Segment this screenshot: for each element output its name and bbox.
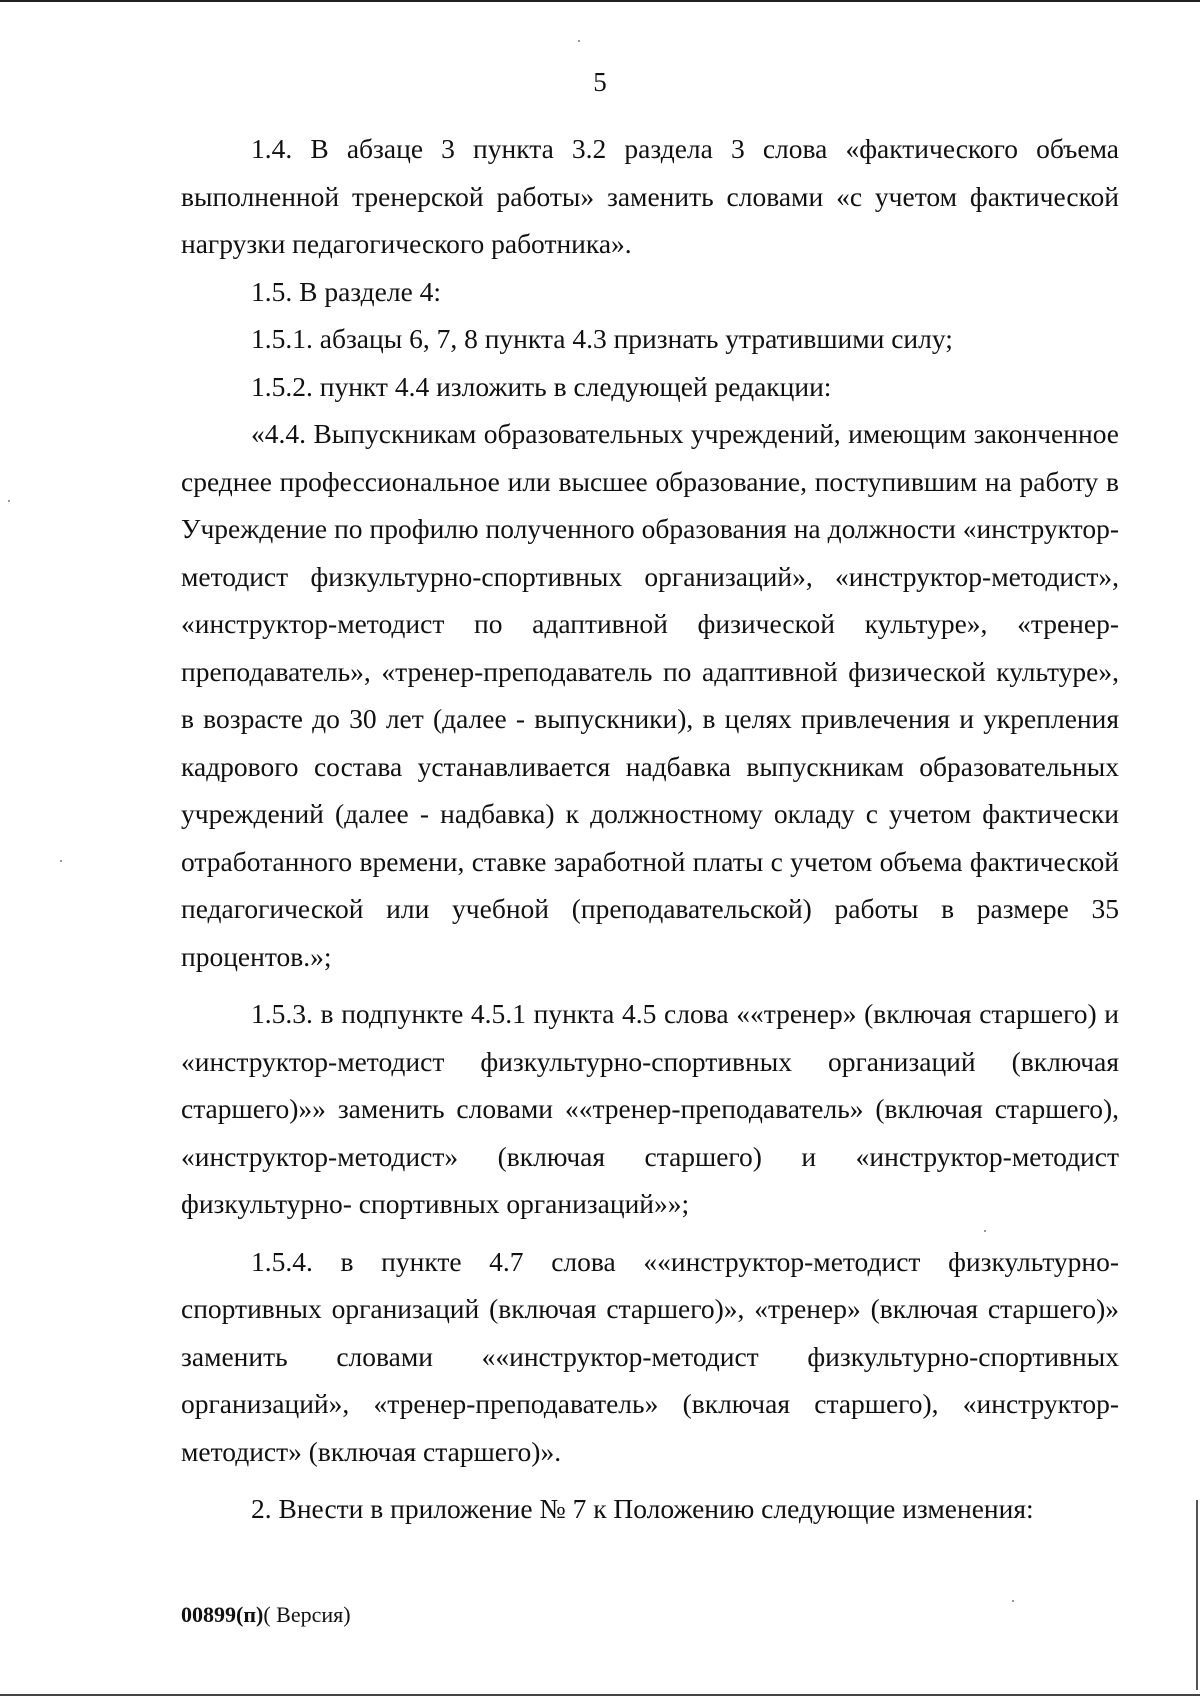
- scan-speck: [8, 500, 10, 502]
- document-version-footer: [181, 1600, 351, 1630]
- paragraph-1-5-2: 1.5.2. пункт 4.4 изложить в следующей редакции:: [251, 370, 832, 402]
- top-border-line: [0, 0, 1200, 2]
- page-number: 5: [593, 67, 607, 97]
- scan-speck: [60, 860, 62, 862]
- document-version-label: ( Версия): [263, 1602, 351, 1627]
- paragraph-1-5-4: 1.5.4. в пункте 4.7 слова ««инструктор-методист физкультурно-спортивных организаций (включая старшего)», «тренер» (включая старшего)» заменить словами ««инструктор-методист физкультурно-спортивных организаций», «тренер-преподаватель» (включая старшего), «инструктор-методист» (включая старшего)».: [181, 1245, 1119, 1467]
- document-code: 00899(п): [181, 1602, 264, 1627]
- bottom-border-line: [0, 1694, 1200, 1696]
- paragraph-4-4-quote: «4.4. Выпускникам образовательных учреждений, имеющим законченное среднее профессиональное или высшее образование, поступившим на работу в Учреждение по профилю полученного образования на должности «инструктор-методист физкультурно-спортивных организаций», «инструктор-методист», «инструктор-методист по адаптивной физической культуре», «тренер-преподаватель», «тренер-преподаватель по адаптивной физической культуре», в возрасте до 30 лет (далее - выпускники), в целях привлечения и укрепления кадрового состава устанавливается надбавка выпускникам образовательных учреждений (далее - надбавка) к должностному окладу с учетом фактически отработанного времени, ставке заработной платы с учетом объема фактической педагогической или учебной (преподавательской) работы в размере 35 процентов.»;: [181, 418, 1119, 972]
- paragraph-1-4: 1.4. В абзаце 3 пункта 3.2 раздела 3 слова «фактического объема выполненной тренерской работы» заменить словами «с учетом фактической нагрузки педагогического работника».: [181, 133, 1119, 259]
- document-body: [181, 125, 1119, 1533]
- scan-edge-mark: [1196, 1500, 1198, 1690]
- paragraph-2: 2. Внести в приложение № 7 к Положению следующие изменения:: [251, 1493, 1034, 1524]
- paragraph-1-5: 1.5. В разделе 4:: [251, 275, 442, 307]
- scan-speck: [578, 40, 580, 42]
- scan-speck: [984, 1230, 986, 1232]
- paragraph-1-5-1: 1.5.1. абзацы 6, 7, 8 пункта 4.3 признать утратившими силу;: [251, 323, 953, 354]
- scan-speck: [1012, 1600, 1014, 1602]
- paragraph-1-5-3: 1.5.3. в подпункте 4.5.1 пункта 4.5 слова ««тренер» (включая старшего) и «инструктор-методист физкультурно-спортивных организаций (включая старшего)»» заменить словами ««тренер-преподаватель» (включая старшего), «инструктор-методист» (включая старшего) и «инструктор-методист физкультурно- спортивных организаций»»;: [181, 998, 1119, 1219]
